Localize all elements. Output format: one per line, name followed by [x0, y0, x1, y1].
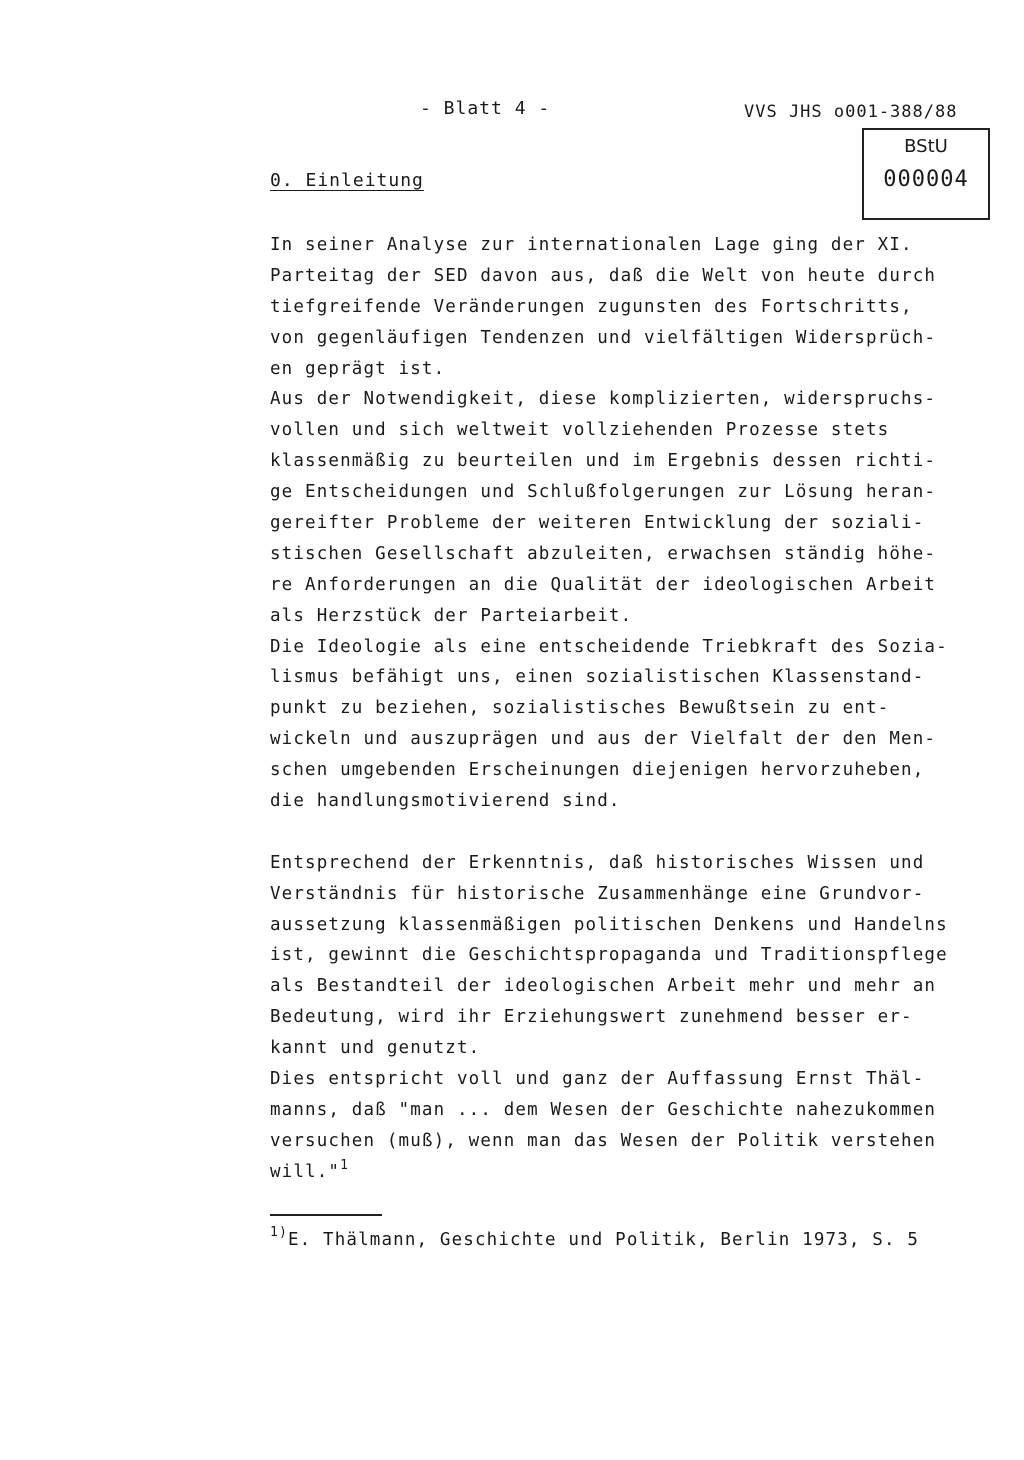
footnote-reference: 1	[340, 1157, 350, 1173]
footnote-marker: 1)	[270, 1225, 288, 1240]
text-line: lismus befähigt uns, einen sozialistischen Klassenstand-	[270, 667, 925, 688]
text-line: will."	[270, 1161, 341, 1182]
text-line: Parteitag der SED davon aus, daß die Welt von heute durch	[270, 265, 937, 286]
text-line: Dies entspricht voll und ganz der Auffassung Ernst Thäl-	[270, 1069, 925, 1090]
text-line: von gegenläufigen Tendenzen und vielfältigen Widersprüch-	[270, 327, 937, 348]
text-line: re Anforderungen an die Qualität der ideologischen Arbeit	[270, 574, 937, 595]
page-number: - Blatt 4 -	[420, 98, 551, 119]
text-line: die handlungsmotivierend sind.	[270, 791, 621, 812]
stamp-number: 000004	[883, 167, 969, 192]
paragraph-gap	[270, 817, 990, 848]
text-line: Aus der Notwendigkeit, diese komplizierten, widerspruchs-	[270, 389, 937, 410]
text-line: punkt zu beziehen, sozialistisches Bewußtsein zu ent-	[270, 698, 890, 719]
text-line: Bedeutung, wird ihr Erziehungswert zunehmend besser er-	[270, 1007, 913, 1028]
footnote	[270, 1225, 920, 1250]
text-line: klassenmäßig zu beurteilen und im Ergebnis dessen richti-	[270, 451, 937, 472]
text-line-with-footnote-ref	[270, 1157, 990, 1188]
text-line: vollen und sich weltweit vollziehenden Prozesse stets	[270, 420, 890, 441]
text-line: manns, daß "man ... dem Wesen der Geschichte nahezukommen	[270, 1099, 937, 1120]
text-line: stischen Gesellschaft abzuleiten, erwachsen ständig höhe-	[270, 543, 937, 564]
text-line: Verständnis für historische Zusammenhänge eine Grundvor-	[270, 883, 925, 904]
section-heading: 0. Einleitung	[270, 170, 424, 191]
text-line: tiefgreifende Veränderungen zugunsten des Fortschritts,	[270, 296, 913, 317]
text-line: ist, gewinnt die Geschichtspropaganda und Traditionspflege	[270, 945, 948, 966]
text-line: aussetzung klassenmäßigen politischen Denkens und Handelns	[270, 914, 948, 935]
text-line: Entsprechend der Erkenntnis, daß historisches Wissen und	[270, 852, 925, 873]
text-line: als Herzstück der Parteiarbeit.	[270, 605, 633, 626]
text-line: ge Entscheidungen und Schlußfolgerungen zur Lösung heran-	[270, 482, 937, 503]
text-line: In seiner Analyse zur internationalen Lage ging der XI.	[270, 235, 913, 255]
text-line: Die Ideologie als eine entscheidende Triebkraft des Sozia-	[270, 636, 948, 657]
page-header	[0, 98, 1024, 128]
text-line: kannt und genutzt.	[270, 1038, 481, 1059]
footnote-text: E. Thälmann, Geschichte und Politik, Berlin 1973, S. 5	[287, 1230, 920, 1250]
body-text	[270, 230, 990, 1188]
stamp-title: BStU	[904, 136, 948, 157]
text-line: wickeln und auszuprägen und aus der Vielfalt der den Men-	[270, 729, 937, 750]
archive-stamp	[862, 128, 990, 220]
text-line: als Bestandteil der ideologischen Arbeit mehr und mehr an	[270, 976, 937, 997]
text-line: schen umgebenden Erscheinungen diejenigen hervorzuheben,	[270, 760, 925, 781]
document-reference: VVS JHS o001-388/88	[744, 102, 958, 122]
text-line: gereifter Probleme der weiteren Entwicklung der soziali-	[270, 513, 925, 534]
footnote-divider	[270, 1214, 382, 1216]
text-line: versuchen (muß), wenn man das Wesen der Politik verstehen	[270, 1130, 937, 1151]
text-line: en geprägt ist.	[270, 358, 446, 379]
